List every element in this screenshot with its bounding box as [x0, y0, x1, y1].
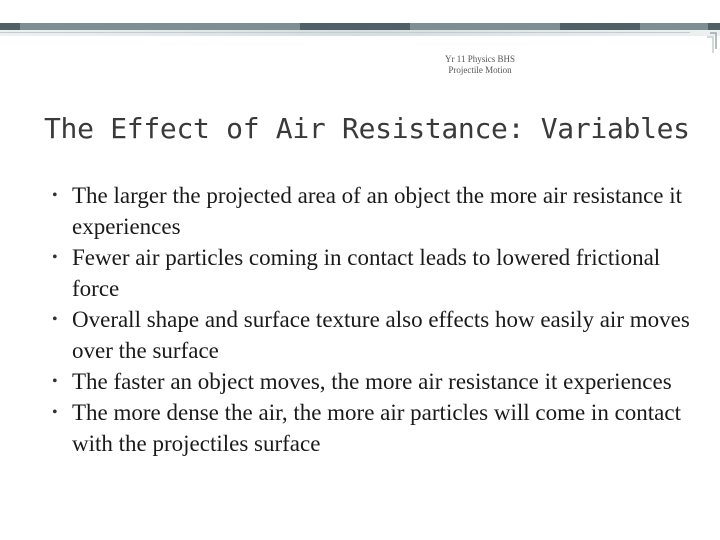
- bullet-icon: •: [52, 311, 58, 328]
- top-decorative-bar: [0, 23, 720, 30]
- corner-bracket-icon: [706, 23, 720, 53]
- bullet-icon: •: [52, 249, 58, 266]
- bullet-text: The larger the projected area of an object the more air resistance it experiences: [72, 183, 683, 239]
- header-note-line: Yr 11 Physics BHS: [445, 54, 515, 64]
- bullet-item: [52, 366, 692, 397]
- header-note-line: Projectile Motion: [448, 65, 512, 75]
- bullet-text: Overall shape and surface texture also effects how easily air moves over the surface: [72, 307, 690, 363]
- bullet-icon: •: [52, 187, 58, 204]
- bar-segment: [0, 23, 20, 30]
- bullet-text: The faster an object moves, the more air resistance it experiences: [72, 369, 672, 394]
- header-note: [0, 54, 720, 76]
- bar-segment: [560, 23, 640, 30]
- bullet-item: [52, 304, 692, 366]
- bullet-icon: •: [52, 373, 58, 390]
- slide-number: 35: [683, 6, 698, 21]
- bullet-text: The more dense the air, the more air particles will come in contact with the projectiles surface: [72, 400, 681, 456]
- bullet-list: [52, 180, 692, 459]
- slide-title: The Effect of Air Resistance: Variables: [44, 112, 690, 145]
- bullet-text: Fewer air particles coming in contact leads to lowered frictional force: [72, 245, 661, 301]
- bar-segment: [300, 23, 410, 30]
- bullet-item: [52, 397, 692, 459]
- top-light-bar: [0, 30, 720, 36]
- bar-line: [0, 32, 690, 33]
- bullet-icon: •: [52, 404, 58, 421]
- bullet-item: [52, 180, 692, 242]
- bullet-item: [52, 242, 692, 304]
